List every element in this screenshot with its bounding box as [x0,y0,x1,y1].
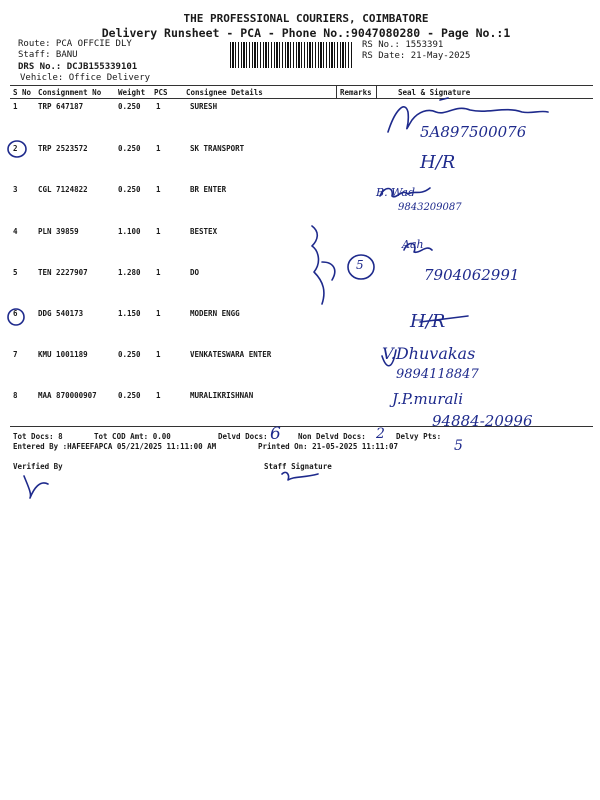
row-consignment: TRP 2523572 [38,144,88,153]
row-sno: 2 [13,144,18,153]
col-remarks: Remarks [340,88,372,97]
handwritten-row-6: H/R [410,311,446,332]
row-sno: 6 [13,309,18,318]
handwritten-row-3-phone: 9843209087 [398,202,462,213]
delvd-docs-label: Delvd Docs: [218,432,268,441]
handwritten-pts-count: 5 [454,438,463,454]
handwritten-row-4-phone: 7904062991 [424,266,520,284]
verified-by-signature [24,476,48,498]
row-weight: 0.250 [118,185,141,194]
row-pcs: 1 [156,144,161,153]
row-weight: 1.100 [118,227,141,236]
col-consignee: Consignee Details [186,88,263,97]
row-consignee: SK TRANSPORT [190,144,245,153]
vehicle: Vehicle: Office Delivery [20,73,151,83]
handwritten-row-8-name: J.P.murali [392,390,464,408]
row-consignee: BR ENTER [190,185,227,194]
bracket-mark [312,226,324,304]
row-sno: 4 [13,227,18,236]
col-weight: Weight [118,88,146,97]
handwritten-row-4-name: Aah [402,238,424,251]
row-consignment: TEN 2227907 [38,268,88,277]
row-weight: 1.150 [118,309,141,318]
row-pcs: 1 [156,102,161,111]
handwritten-row-8-phone: 94884-20996 [432,412,533,430]
route: Route: PCA OFFCIE DLY [18,39,132,49]
drs-no: DRS No.: DCJB155339101 [18,62,138,72]
row-consignment: KMU 1001189 [38,350,88,359]
delvy-pts-label: Delvy Pts: [396,432,442,441]
row-consignee: BESTEX [190,227,218,236]
handwritten-row-7-phone: 9894118847 [396,367,479,382]
handwritten-row-2: H/R [420,152,456,173]
handwritten-delvd-count: 6 [270,424,281,444]
handwritten-row-7-name: V.Dhuvakas [382,344,476,363]
rs-date: RS Date: 21-May-2025 [362,51,471,61]
col-consignment: Consignment No [38,88,102,97]
handwritten-nondelvd-count: 2 [376,426,385,442]
company-title: THE PROFESSIONAL COURIERS, COIMBATORE [183,12,429,25]
rs-no: RS No.: 1553391 [362,40,444,50]
row-consignee: VENKATESWARA ENTER [190,350,272,359]
row-consignment: TRP 647187 [38,102,84,111]
row-sno: 7 [13,350,18,359]
row-sno: 5 [13,268,18,277]
runsheet-subtitle: Delivery Runsheet - PCA - Phone No.:9047080280 - Page No.:1 [101,26,511,40]
handwritten-row-1: 5A897500076 [420,123,527,141]
col-sno: S No [13,88,32,97]
row-weight: 0.250 [118,102,141,111]
margin-circle-row-6 [8,309,24,325]
row-consignment: CGL 7124822 [38,185,88,194]
entered-by: Entered By :HAFEEFAPCA 05/21/2025 11:11:00 AM [13,442,217,451]
row-pcs: 1 [156,185,161,194]
row-consignment: DDG 540173 [38,309,84,318]
row-sno: 1 [13,102,18,111]
staff-signature [282,472,318,480]
row-sno: 3 [13,185,18,194]
row-consignee: SURESH [190,102,218,111]
row-consignee: MODERN ENGG [190,309,240,318]
row-sno: 8 [13,391,18,400]
row-consignment: PLN 39859 [38,227,79,236]
row-weight: 0.250 [118,144,141,153]
non-delvd-docs-label: Non Delvd Docs: [298,432,366,441]
row-pcs: 1 [156,350,161,359]
col-seal-signature: Seal & Signature [398,88,471,97]
col-pcs: PCS [154,88,168,97]
tot-docs: Tot Docs: 8 [13,432,63,441]
row-consignment: MAA 870000907 [38,391,97,400]
row-consignee: DO [190,268,200,277]
staff: Staff: BANU [18,50,78,60]
margin-circle-row-2 [8,141,26,157]
signature-row-1-tick [440,98,448,100]
row-weight: 1.280 [118,268,141,277]
printed-on: Printed On: 21-05-2025 11:11:07 [258,442,398,451]
staff-signature-label: Staff Signature [264,462,332,471]
row-pcs: 1 [156,227,161,236]
bracket-mark-small [322,262,335,280]
row-weight: 0.250 [118,391,141,400]
verified-by-label: Verified By [13,462,63,471]
row-pcs: 1 [156,391,161,400]
handwritten-row-3-name: B. Wad [376,186,416,199]
tot-cod-amt: Tot COD Amt: 0.00 [94,432,171,441]
handwritten-circle-5: 5 [356,258,364,272]
row-pcs: 1 [156,309,161,318]
row-consignee: MURALIKRISHNAN [190,391,254,400]
row-pcs: 1 [156,268,161,277]
row-weight: 0.250 [118,350,141,359]
